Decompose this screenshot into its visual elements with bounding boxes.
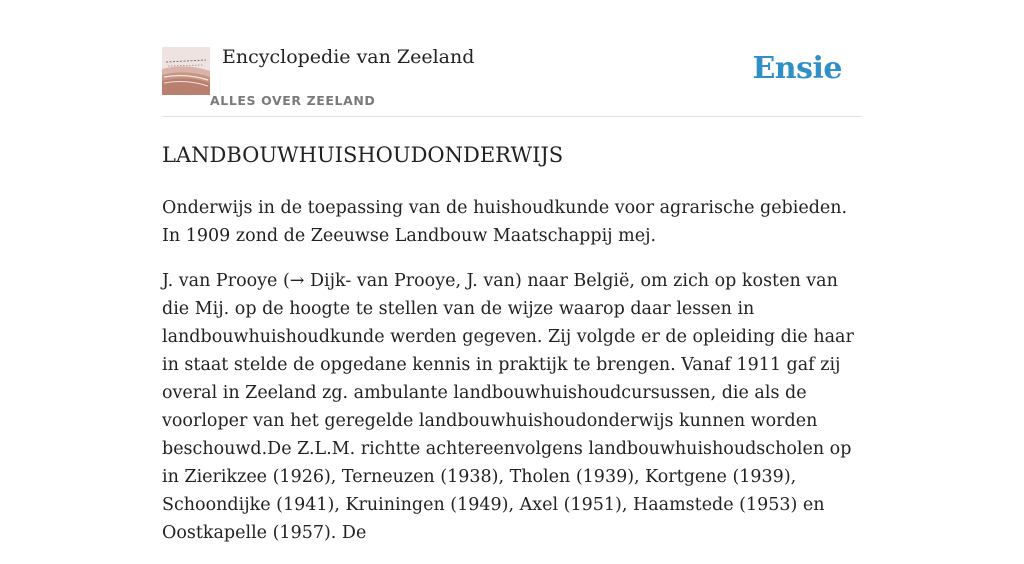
site-header bbox=[162, 40, 862, 117]
book-pages-icon bbox=[162, 47, 210, 95]
brand-logo-link[interactable]: Ensie bbox=[752, 51, 842, 86]
site-avatar[interactable] bbox=[162, 47, 210, 95]
site-title[interactable]: Encyclopedie van Zeeland bbox=[222, 46, 475, 68]
article-paragraph-1: Onderwijs in de toepassing van de huishoudkunde voor agrarische gebieden. In 1909 zond de Zeeuwse Landbouw Maatschappij mej. bbox=[162, 198, 848, 246]
article-paragraph-2: J. van Prooye (→ Dijk- van Prooye, J. van) naar België, om zich op kosten van die Mij. op de hoogte te stellen van de wijze waarop daar lessen in landbouwhuishoudkunde werden gegeven. Zij volgde er de opleiding die haar in staat stelde de opgedane kennis in praktijk te brengen. Vanaf 1911 gaf zij overal in Zeeland zg. ambulante landbouwhuishoudcursussen, die als de voorloper van het geregelde landbouwhuishoudonderwijs kunnen worden beschouwd.De Z.L.M. richtte achtereenvolgens landbouwhuishoudscholen op in Zierikzee (1926), Terneuzen (1938), Tholen (1939), Kortgene (1939), Schoondijke (1941), Kruiningen (1949), Axel (1951), Haamstede (1953) en Oostkapelle (1957). De bbox=[162, 271, 854, 543]
article-title: LANDBOUWHUISHOUDONDERWIJS bbox=[162, 143, 564, 167]
article bbox=[162, 140, 862, 564]
site-subtitle: ALLES OVER ZEELAND bbox=[210, 93, 376, 108]
